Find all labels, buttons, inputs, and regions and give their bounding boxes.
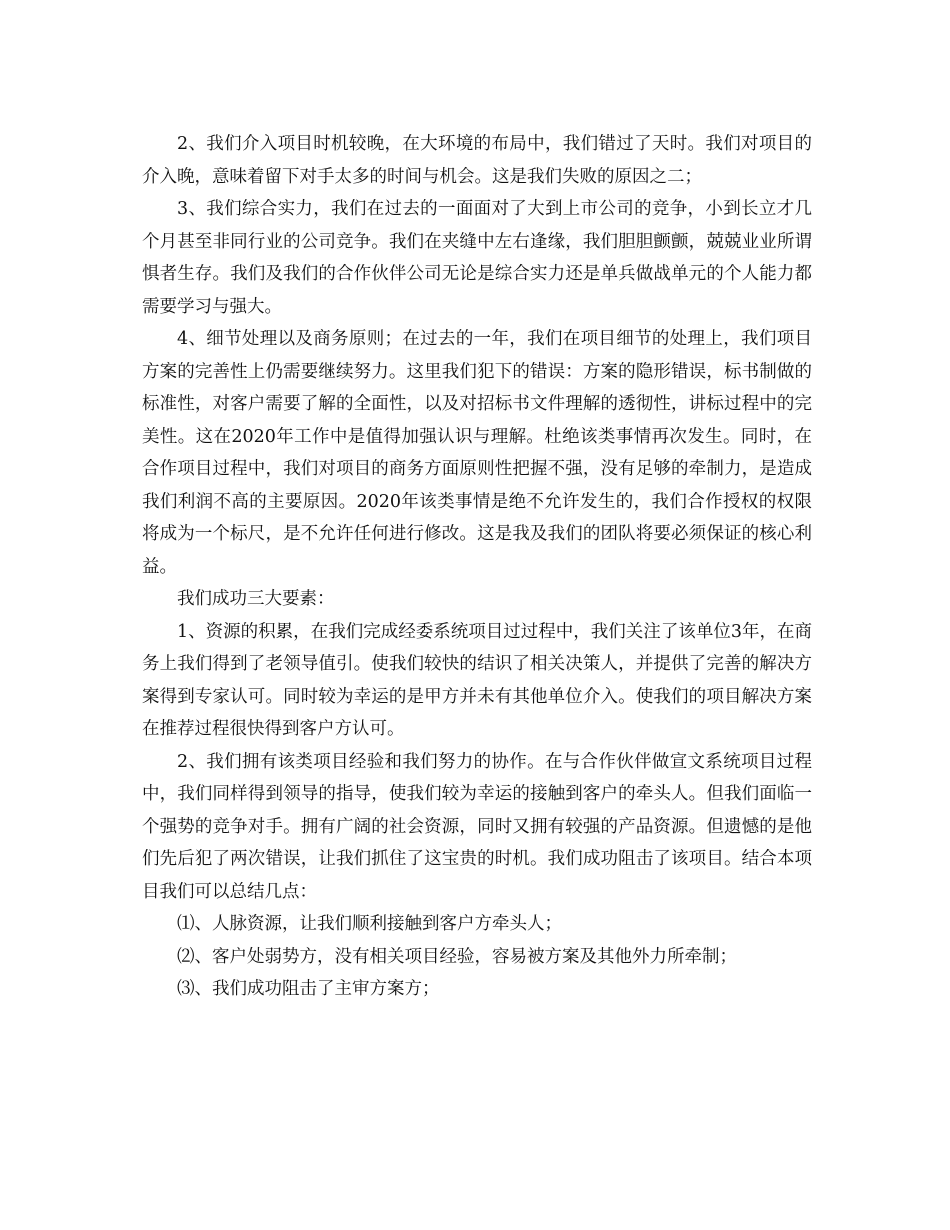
paragraph-success-2-experience: 2、我们拥有该类项目经验和我们努力的协作。在与合作伙伴做宣文系统项目过程中，我们同样得到领导的指导，使我们较为幸运的接触到客户的牵头人。但我们面临一个强势的竞争对手。拥有广阔的社会资源，同时又拥有较强的产品资源。但遗憾的是他们先后犯了两次错误，让我们抓住了这宝贵的时机。我们成功阻击了该项目。结合本项目我们可以总结几点： <box>142 751 812 902</box>
list-item-1: ⑴、人脉资源，让我们顺利接触到客户方牵头人； <box>177 914 562 934</box>
paragraph-point-2-timing: 2、我们介入项目时机较晚，在大环境的布局中，我们错过了天时。我们对项目的介入晚，意味着留下对手太多的时间与机会。这是我们失败的原因之二； <box>142 134 812 187</box>
paragraph-point-3-strength: 3、我们综合实力，我们在过去的一面面对了大到上市公司的竞争，小到长立才几个月甚至非同行业的公司竞争。我们在夹缝中左右逢缘，我们胆胆颤颤，兢兢业业所谓惧者生存。我们及我们的合作伙伴公司无论是综合实力还是单兵做战单元的个人能力都需要学习与强大。 <box>142 199 812 317</box>
paragraph-success-1-resources: 1、资源的积累，在我们完成经委系统项目过过程中，我们关注了该单位3年，在商务上我们得到了老领导值引。使我们较快的结识了相关决策人，并提供了完善的解决方案得到专家认可。同时较为幸运的是甲方并未有其他单位介入。使我们的项目解决方案在推荐过程很快得到客户方认可。 <box>142 621 812 739</box>
list-item-2: ⑵、客户处弱势方，没有相关项目经验，容易被方案及其他外力所牵制； <box>177 946 737 967</box>
section-heading-success-factors: 我们成功三大要素： <box>177 589 335 609</box>
list-item-3: ⑶、我们成功阻击了主审方案方； <box>177 979 440 999</box>
document-body <box>142 128 812 1006</box>
paragraph-point-4-details: 4、细节处理以及商务原则；在过去的一年，我们在项目细节的处理上，我们项目方案的完善性上仍需要继续努力。这里我们犯下的错误：方案的隐形错误，标书制做的标准性，对客户需要了解的全面性，以及对招标书文件理解的透彻性，讲标过程中的完美性。这在2020年工作中是值得加强认识与理解。杜绝该类事情再次发生。同时，在合作项目过程中，我们对项目的商务方面原则性把握不强，没有足够的牵制力，是造成我们利润不高的主要原因。2020年该类事情是绝不允许发生的，我们合作授权的权限将成为一个标尺，是不允许任何进行修改。这是我及我们的团队将要必须保证的核心利益。 <box>142 329 812 577</box>
